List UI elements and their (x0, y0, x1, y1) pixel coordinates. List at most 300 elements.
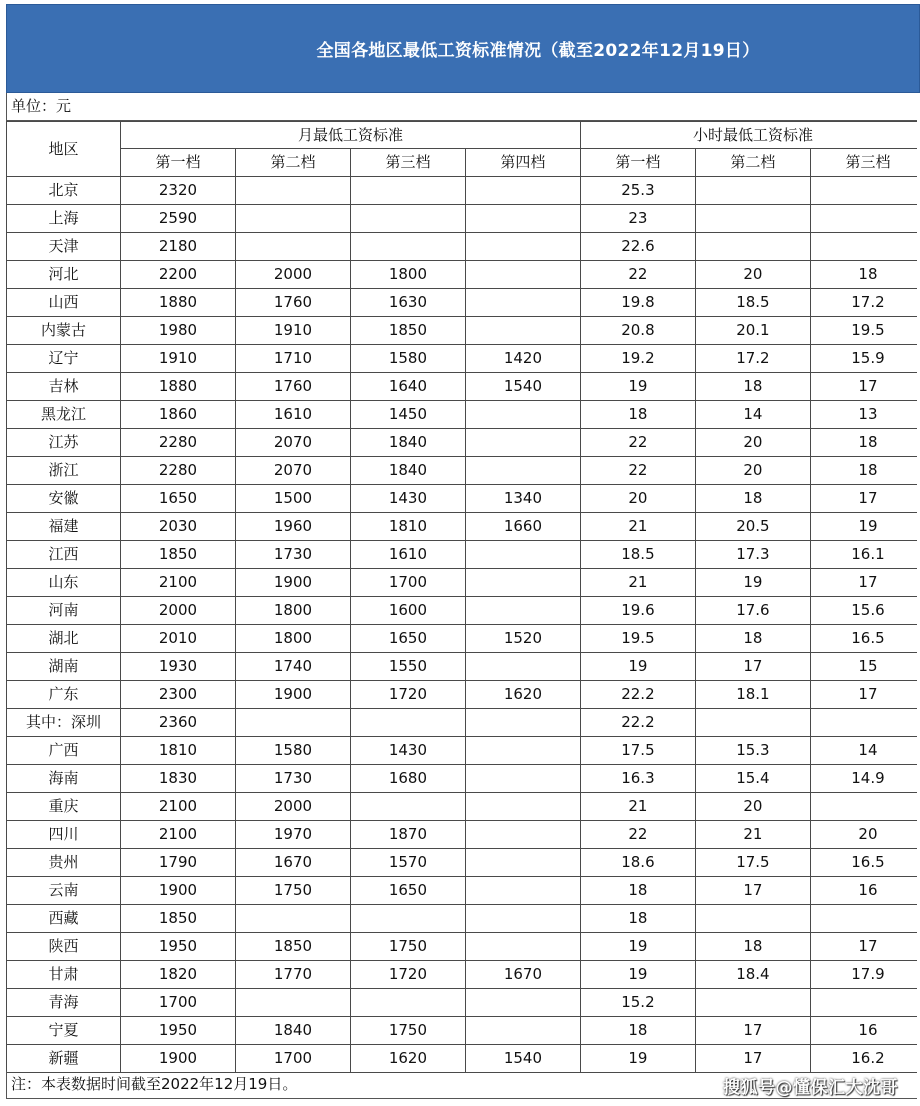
monthly-tier-1-cell: 1950 (120, 1017, 235, 1045)
monthly-tier-1-cell: 2010 (120, 625, 235, 653)
monthly-tier-2-cell: 1910 (235, 317, 350, 345)
monthly-tier-2-cell: 1800 (235, 597, 350, 625)
region-cell: 北京 (7, 177, 121, 205)
monthly-tier-2-cell: 1730 (235, 765, 350, 793)
monthly-tier-1-cell: 1910 (120, 345, 235, 373)
table-row (7, 1045, 920, 1073)
hourly-tier-3-cell: 17 (810, 933, 920, 961)
monthly-tier-3-cell: 1580 (350, 345, 465, 373)
hourly-tier-1-cell: 17.5 (580, 737, 695, 765)
hourly-tier-1-cell: 22 (580, 429, 695, 457)
monthly-tier-3-cell: 1800 (350, 261, 465, 289)
hourly-tier-2-cell (695, 989, 810, 1017)
hourly-tier-1-cell: 18 (580, 401, 695, 429)
hourly-tier-2-cell: 21 (695, 821, 810, 849)
monthly-tier-1-cell: 2280 (120, 457, 235, 485)
monthly-tier-2-cell: 1840 (235, 1017, 350, 1045)
hourly-tier-2-cell: 18.1 (695, 681, 810, 709)
region-cell: 新疆 (7, 1045, 121, 1073)
hourly-tier-1-cell: 25.3 (580, 177, 695, 205)
monthly-tier-4-cell (465, 877, 580, 905)
hourly-tier-2-cell: 19 (695, 569, 810, 597)
table-note: 注：本表数据时间截至2022年12月19日。 (6, 1071, 920, 1099)
monthly-tier-3-cell: 1840 (350, 457, 465, 485)
hourly-tier-3-cell (810, 233, 920, 261)
monthly-tier-4-cell: 1620 (465, 681, 580, 709)
monthly-tier-1-cell: 2180 (120, 233, 235, 261)
region-cell: 福建 (7, 513, 121, 541)
hourly-tier-2-cell (695, 233, 810, 261)
monthly-tier-3-cell: 1850 (350, 317, 465, 345)
monthly-tier-2-cell: 1750 (235, 877, 350, 905)
region-cell: 江西 (7, 541, 121, 569)
hourly-tier-2-cell: 20 (695, 261, 810, 289)
region-cell: 山西 (7, 289, 121, 317)
monthly-tier-1-cell: 1850 (120, 541, 235, 569)
hourly-tier-1-cell: 18.5 (580, 541, 695, 569)
table-row (7, 177, 920, 205)
table-row (7, 205, 920, 233)
hourly-tier-1-cell: 18 (580, 1017, 695, 1045)
table-row (7, 401, 920, 429)
hourly-tier-2-cell: 18.4 (695, 961, 810, 989)
hourly-tier-1-cell: 22.2 (580, 709, 695, 737)
minimum-wage-table (6, 121, 920, 1073)
monthly-tier-3-cell: 1870 (350, 821, 465, 849)
monthly-tier-2-cell: 2000 (235, 261, 350, 289)
monthly-tier-3-cell: 1810 (350, 513, 465, 541)
monthly-tier-3-header: 第三档 (350, 149, 465, 177)
monthly-tier-4-cell (465, 905, 580, 933)
hourly-tier-3-cell: 18 (810, 261, 920, 289)
monthly-tier-1-cell: 2360 (120, 709, 235, 737)
table-row (7, 821, 920, 849)
region-cell: 陕西 (7, 933, 121, 961)
hourly-tier-1-cell: 19.8 (580, 289, 695, 317)
monthly-tier-2-cell (235, 905, 350, 933)
hourly-tier-1-cell: 19.2 (580, 345, 695, 373)
monthly-tier-3-cell: 1620 (350, 1045, 465, 1073)
monthly-tier-3-cell: 1430 (350, 485, 465, 513)
hourly-tier-2-cell: 20 (695, 457, 810, 485)
region-cell: 四川 (7, 821, 121, 849)
hourly-tier-2-cell: 17.6 (695, 597, 810, 625)
monthly-tier-2-cell: 1670 (235, 849, 350, 877)
monthly-tier-4-header: 第四档 (465, 149, 580, 177)
table-row (7, 457, 920, 485)
hourly-tier-1-cell: 19 (580, 653, 695, 681)
hourly-tier-3-cell: 14.9 (810, 765, 920, 793)
hourly-tier-2-cell: 17.3 (695, 541, 810, 569)
hourly-tier-3-header: 第三档 (810, 149, 920, 177)
monthly-tier-1-cell: 1980 (120, 317, 235, 345)
hourly-tier-2-cell: 17 (695, 653, 810, 681)
monthly-tier-1-cell: 1810 (120, 737, 235, 765)
monthly-tier-3-cell: 1750 (350, 1017, 465, 1045)
monthly-tier-3-cell: 1570 (350, 849, 465, 877)
hourly-tier-1-cell: 15.2 (580, 989, 695, 1017)
region-cell: 安徽 (7, 485, 121, 513)
region-cell: 上海 (7, 205, 121, 233)
hourly-tier-2-header: 第二档 (695, 149, 810, 177)
monthly-tier-2-cell: 2070 (235, 457, 350, 485)
monthly-tier-1-cell: 1900 (120, 1045, 235, 1073)
monthly-group-header: 月最低工资标准 (120, 122, 580, 149)
hourly-tier-3-cell: 18 (810, 429, 920, 457)
monthly-tier-3-cell: 1720 (350, 681, 465, 709)
hourly-tier-3-cell: 16.1 (810, 541, 920, 569)
hourly-tier-2-cell: 14 (695, 401, 810, 429)
hourly-tier-1-cell: 16.3 (580, 765, 695, 793)
hourly-tier-2-cell: 18 (695, 373, 810, 401)
monthly-tier-4-cell (465, 933, 580, 961)
region-cell: 黑龙江 (7, 401, 121, 429)
region-cell: 河南 (7, 597, 121, 625)
monthly-tier-3-cell: 1600 (350, 597, 465, 625)
region-cell: 云南 (7, 877, 121, 905)
monthly-tier-4-cell (465, 205, 580, 233)
monthly-tier-1-cell: 1950 (120, 933, 235, 961)
table-row (7, 625, 920, 653)
monthly-tier-1-cell: 2100 (120, 569, 235, 597)
monthly-tier-1-cell: 1880 (120, 289, 235, 317)
monthly-tier-2-cell: 1960 (235, 513, 350, 541)
monthly-tier-1-cell: 1900 (120, 877, 235, 905)
monthly-tier-2-cell: 1710 (235, 345, 350, 373)
hourly-tier-2-cell: 17.5 (695, 849, 810, 877)
monthly-tier-4-cell (465, 177, 580, 205)
monthly-tier-1-cell: 2030 (120, 513, 235, 541)
hourly-tier-3-cell: 16 (810, 877, 920, 905)
region-cell: 广东 (7, 681, 121, 709)
hourly-tier-3-cell (810, 177, 920, 205)
hourly-tier-3-cell: 17 (810, 681, 920, 709)
table-row (7, 513, 920, 541)
hourly-tier-1-cell: 19 (580, 961, 695, 989)
monthly-tier-2-cell (235, 233, 350, 261)
monthly-tier-3-cell (350, 177, 465, 205)
monthly-tier-2-cell: 1850 (235, 933, 350, 961)
table-row (7, 765, 920, 793)
monthly-tier-4-cell (465, 821, 580, 849)
hourly-tier-1-cell: 20.8 (580, 317, 695, 345)
monthly-tier-3-cell: 1640 (350, 373, 465, 401)
monthly-tier-2-cell (235, 177, 350, 205)
table-row (7, 485, 920, 513)
monthly-tier-2-cell (235, 989, 350, 1017)
monthly-tier-2-cell: 1900 (235, 569, 350, 597)
hourly-tier-3-cell: 20 (810, 821, 920, 849)
hourly-tier-2-cell: 17.2 (695, 345, 810, 373)
monthly-tier-1-cell: 2000 (120, 597, 235, 625)
hourly-tier-1-cell: 21 (580, 569, 695, 597)
hourly-tier-1-cell: 19 (580, 373, 695, 401)
hourly-tier-3-cell (810, 205, 920, 233)
hourly-tier-1-header: 第一档 (580, 149, 695, 177)
region-cell: 湖北 (7, 625, 121, 653)
hourly-tier-2-cell: 18.5 (695, 289, 810, 317)
table-row (7, 933, 920, 961)
monthly-tier-4-cell (465, 765, 580, 793)
monthly-tier-4-cell (465, 793, 580, 821)
region-cell: 天津 (7, 233, 121, 261)
monthly-tier-2-cell: 1610 (235, 401, 350, 429)
monthly-tier-4-cell: 1520 (465, 625, 580, 653)
hourly-tier-1-cell: 18 (580, 905, 695, 933)
monthly-tier-2-cell: 2070 (235, 429, 350, 457)
hourly-tier-3-cell: 17.2 (810, 289, 920, 317)
monthly-tier-2-cell: 1760 (235, 289, 350, 317)
region-cell: 广西 (7, 737, 121, 765)
table-row (7, 373, 920, 401)
monthly-tier-4-cell (465, 261, 580, 289)
source-watermark: 搜狐号@懂保汇大沈哥 (723, 1078, 898, 1098)
region-cell: 江苏 (7, 429, 121, 457)
monthly-tier-3-cell: 1550 (350, 653, 465, 681)
region-cell: 辽宁 (7, 345, 121, 373)
hourly-tier-1-cell: 22.6 (580, 233, 695, 261)
monthly-tier-3-cell: 1630 (350, 289, 465, 317)
region-cell: 海南 (7, 765, 121, 793)
monthly-tier-4-cell: 1670 (465, 961, 580, 989)
table-row (7, 541, 920, 569)
region-cell: 其中：深圳 (7, 709, 121, 737)
hourly-tier-2-cell: 17 (695, 1045, 810, 1073)
monthly-tier-1-cell: 2100 (120, 793, 235, 821)
table-row (7, 233, 920, 261)
hourly-tier-3-cell: 17 (810, 569, 920, 597)
hourly-tier-3-cell: 19.5 (810, 317, 920, 345)
monthly-tier-4-cell (465, 849, 580, 877)
monthly-tier-4-cell (465, 737, 580, 765)
unit-label: 单位：元 (6, 93, 920, 121)
hourly-tier-1-cell: 19.5 (580, 625, 695, 653)
hourly-tier-1-cell: 19 (580, 933, 695, 961)
monthly-tier-4-cell: 1660 (465, 513, 580, 541)
monthly-tier-2-cell (235, 205, 350, 233)
monthly-tier-4-cell (465, 709, 580, 737)
monthly-tier-3-cell: 1650 (350, 625, 465, 653)
monthly-tier-4-cell (465, 401, 580, 429)
monthly-tier-2-cell: 1800 (235, 625, 350, 653)
region-cell: 西藏 (7, 905, 121, 933)
monthly-tier-4-cell: 1420 (465, 345, 580, 373)
hourly-tier-1-cell: 22 (580, 261, 695, 289)
hourly-tier-3-cell: 16.5 (810, 625, 920, 653)
hourly-tier-3-cell: 15.9 (810, 345, 920, 373)
table-row (7, 737, 920, 765)
monthly-tier-3-cell: 1720 (350, 961, 465, 989)
hourly-tier-3-cell: 18 (810, 457, 920, 485)
monthly-tier-4-cell (465, 1017, 580, 1045)
hourly-group-header: 小时最低工资标准 (580, 122, 920, 149)
monthly-tier-4-cell (465, 597, 580, 625)
monthly-tier-1-cell: 1930 (120, 653, 235, 681)
monthly-tier-2-cell: 1500 (235, 485, 350, 513)
monthly-tier-4-cell (465, 317, 580, 345)
region-cell: 甘肃 (7, 961, 121, 989)
monthly-tier-4-cell (465, 541, 580, 569)
monthly-tier-2-cell (235, 709, 350, 737)
hourly-tier-2-cell: 15.4 (695, 765, 810, 793)
hourly-tier-1-cell: 20 (580, 485, 695, 513)
monthly-tier-1-cell: 1790 (120, 849, 235, 877)
table-body (7, 177, 920, 1073)
hourly-tier-3-cell (810, 709, 920, 737)
table-row (7, 261, 920, 289)
hourly-tier-1-cell: 18 (580, 877, 695, 905)
monthly-tier-1-cell: 2100 (120, 821, 235, 849)
monthly-tier-3-cell (350, 205, 465, 233)
monthly-tier-1-cell: 2320 (120, 177, 235, 205)
monthly-tier-4-cell (465, 429, 580, 457)
hourly-tier-1-cell: 21 (580, 793, 695, 821)
hourly-tier-1-cell: 22 (580, 457, 695, 485)
hourly-tier-2-cell: 15.3 (695, 737, 810, 765)
table-row (7, 429, 920, 457)
monthly-tier-2-cell: 1760 (235, 373, 350, 401)
table-row (7, 289, 920, 317)
region-cell: 宁夏 (7, 1017, 121, 1045)
hourly-tier-2-cell: 17 (695, 1017, 810, 1045)
monthly-tier-1-cell: 2300 (120, 681, 235, 709)
monthly-tier-4-cell (465, 653, 580, 681)
region-header: 地区 (7, 122, 121, 177)
region-cell: 湖南 (7, 653, 121, 681)
hourly-tier-1-cell: 18.6 (580, 849, 695, 877)
table-row (7, 905, 920, 933)
monthly-tier-2-cell: 2000 (235, 793, 350, 821)
monthly-tier-2-cell: 1770 (235, 961, 350, 989)
table-row (7, 1017, 920, 1045)
monthly-tier-3-cell: 1700 (350, 569, 465, 597)
monthly-tier-3-cell: 1450 (350, 401, 465, 429)
table-row (7, 681, 920, 709)
monthly-tier-3-cell: 1430 (350, 737, 465, 765)
hourly-tier-1-cell: 19 (580, 1045, 695, 1073)
monthly-tier-1-cell: 1700 (120, 989, 235, 1017)
monthly-tier-4-cell: 1540 (465, 373, 580, 401)
monthly-tier-2-cell: 1900 (235, 681, 350, 709)
hourly-tier-2-cell: 17 (695, 877, 810, 905)
monthly-tier-3-cell: 1750 (350, 933, 465, 961)
monthly-tier-1-header: 第一档 (120, 149, 235, 177)
hourly-tier-1-cell: 22.2 (580, 681, 695, 709)
hourly-tier-3-cell: 16 (810, 1017, 920, 1045)
monthly-tier-1-cell: 2590 (120, 205, 235, 233)
monthly-tier-1-cell: 1860 (120, 401, 235, 429)
monthly-tier-4-cell: 1340 (465, 485, 580, 513)
hourly-tier-2-cell (695, 905, 810, 933)
table-row (7, 317, 920, 345)
region-cell: 山东 (7, 569, 121, 597)
hourly-tier-3-cell: 16.5 (810, 849, 920, 877)
monthly-tier-3-cell (350, 793, 465, 821)
hourly-tier-3-cell: 14 (810, 737, 920, 765)
hourly-tier-3-cell: 16.2 (810, 1045, 920, 1073)
hourly-tier-3-cell: 15.6 (810, 597, 920, 625)
monthly-tier-1-cell: 1820 (120, 961, 235, 989)
monthly-tier-3-cell: 1650 (350, 877, 465, 905)
monthly-tier-3-cell: 1680 (350, 765, 465, 793)
monthly-tier-1-cell: 2200 (120, 261, 235, 289)
hourly-tier-3-cell: 17.9 (810, 961, 920, 989)
table-row (7, 569, 920, 597)
table-row (7, 961, 920, 989)
table-row (7, 849, 920, 877)
hourly-tier-2-cell: 18 (695, 625, 810, 653)
hourly-tier-2-cell: 20 (695, 793, 810, 821)
hourly-tier-3-cell: 19 (810, 513, 920, 541)
table-row (7, 877, 920, 905)
table-row (7, 989, 920, 1017)
monthly-tier-1-cell: 1850 (120, 905, 235, 933)
hourly-tier-1-cell: 19.6 (580, 597, 695, 625)
table-row (7, 793, 920, 821)
table-title: 全国各地区最低工资标准情况（截至2022年12月19日） (316, 41, 760, 61)
hourly-tier-1-cell: 21 (580, 513, 695, 541)
hourly-tier-3-cell (810, 793, 920, 821)
hourly-tier-2-cell (695, 177, 810, 205)
monthly-tier-1-cell: 1650 (120, 485, 235, 513)
table-row (7, 709, 920, 737)
monthly-tier-2-cell: 1730 (235, 541, 350, 569)
table-row (7, 653, 920, 681)
region-cell: 青海 (7, 989, 121, 1017)
table-row (7, 345, 920, 373)
monthly-tier-4-cell: 1540 (465, 1045, 580, 1073)
hourly-tier-3-cell (810, 989, 920, 1017)
hourly-tier-2-cell: 18 (695, 485, 810, 513)
hourly-tier-3-cell: 13 (810, 401, 920, 429)
hourly-tier-2-cell: 20.5 (695, 513, 810, 541)
monthly-tier-2-cell: 1740 (235, 653, 350, 681)
hourly-tier-2-cell: 18 (695, 933, 810, 961)
region-cell: 河北 (7, 261, 121, 289)
monthly-tier-4-cell (465, 289, 580, 317)
monthly-tier-3-cell (350, 233, 465, 261)
monthly-tier-1-cell: 1830 (120, 765, 235, 793)
monthly-tier-3-cell (350, 989, 465, 1017)
monthly-tier-3-cell (350, 905, 465, 933)
hourly-tier-2-cell: 20 (695, 429, 810, 457)
hourly-tier-2-cell (695, 205, 810, 233)
hourly-tier-3-cell: 17 (810, 485, 920, 513)
monthly-tier-4-cell (465, 989, 580, 1017)
table-row (7, 597, 920, 625)
monthly-tier-1-cell: 2280 (120, 429, 235, 457)
region-cell: 吉林 (7, 373, 121, 401)
region-cell: 贵州 (7, 849, 121, 877)
hourly-tier-1-cell: 23 (580, 205, 695, 233)
monthly-tier-3-cell: 1840 (350, 429, 465, 457)
monthly-tier-2-cell: 1970 (235, 821, 350, 849)
monthly-tier-2-cell: 1700 (235, 1045, 350, 1073)
hourly-tier-2-cell (695, 709, 810, 737)
hourly-tier-3-cell (810, 905, 920, 933)
monthly-tier-3-cell (350, 709, 465, 737)
monthly-tier-2-cell: 1580 (235, 737, 350, 765)
region-cell: 浙江 (7, 457, 121, 485)
monthly-tier-4-cell (465, 569, 580, 597)
monthly-tier-4-cell (465, 233, 580, 261)
hourly-tier-3-cell: 15 (810, 653, 920, 681)
hourly-tier-2-cell: 20.1 (695, 317, 810, 345)
hourly-tier-3-cell: 17 (810, 373, 920, 401)
region-cell: 重庆 (7, 793, 121, 821)
hourly-tier-1-cell: 22 (580, 821, 695, 849)
monthly-tier-4-cell (465, 457, 580, 485)
